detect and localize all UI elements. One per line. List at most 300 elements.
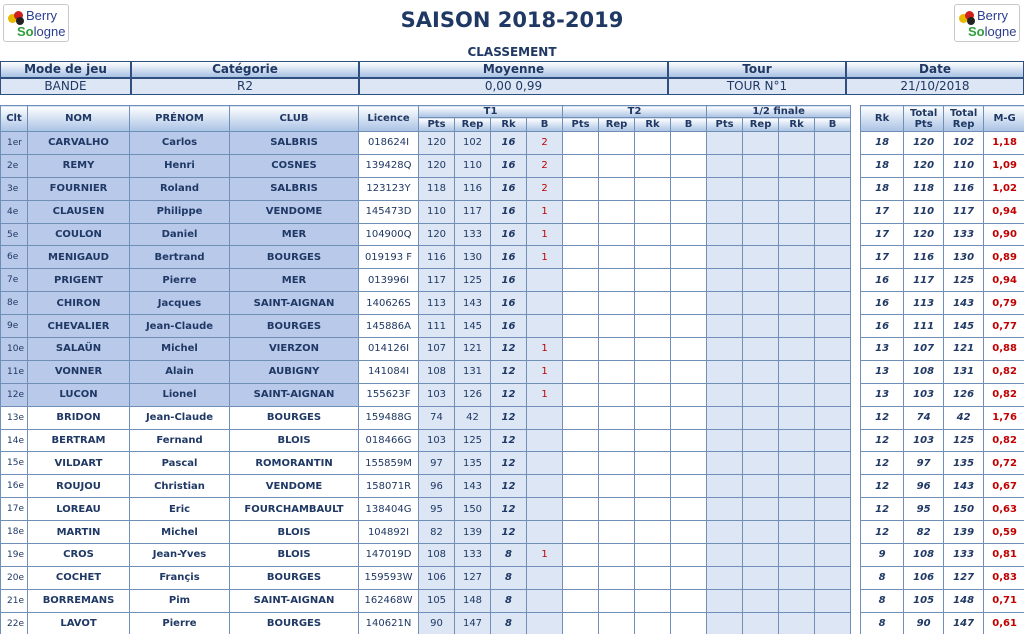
cell-t2-b [671, 292, 707, 315]
cell-t1-rep: 135 [455, 452, 491, 475]
cell-semi-rep [743, 589, 779, 612]
cell-club: BLOIS [230, 544, 359, 567]
cell-nom: FOURNIER [28, 177, 130, 200]
cell-nom: CROS [28, 544, 130, 567]
cell-licence: 138404G [359, 498, 419, 521]
cell-t2-rk [635, 338, 671, 361]
cell-club: SAINT-AIGNAN [230, 292, 359, 315]
cell-t1-rk: 8 [491, 566, 527, 589]
page-subtitle: CLASSEMENT [467, 45, 557, 59]
cell-semi-b [815, 406, 851, 429]
cell-rk: 16 [861, 269, 904, 292]
table-row [1, 429, 1024, 452]
cell-t2-pts [563, 521, 599, 544]
cell-t2-rk [635, 498, 671, 521]
info-value-date: 21/10/2018 [846, 78, 1024, 95]
cell-t1-pts: 74 [419, 406, 455, 429]
cell-semi-rk [779, 406, 815, 429]
table-row [1, 383, 1024, 406]
cell-nom: MARTIN [28, 521, 130, 544]
subheader-t2-rk: Rk [635, 118, 671, 132]
cell-semi-rk [779, 360, 815, 383]
cell-total-rep: 147 [944, 612, 984, 634]
header-licence: Licence [359, 106, 419, 132]
cell-total-pts: 110 [904, 200, 944, 223]
cell-t2-rep [599, 589, 635, 612]
cell-rk: 13 [861, 360, 904, 383]
cell-t2-b [671, 315, 707, 338]
cell-semi-rk [779, 292, 815, 315]
cell-t2-pts [563, 246, 599, 269]
cell-clt: 1er [1, 132, 28, 155]
cell-t1-b: 2 [527, 154, 563, 177]
logo-word-berry: Berry [26, 8, 58, 23]
cell-clt: 15e [1, 452, 28, 475]
cell-semi-pts [707, 383, 743, 406]
header-t1: T1 [419, 106, 563, 118]
cell-semi-pts [707, 475, 743, 498]
cell-mg: 1,76 [984, 406, 1024, 429]
cell-rk: 18 [861, 132, 904, 155]
cell-t1-rep: 125 [455, 269, 491, 292]
cell-total-rep: 102 [944, 132, 984, 155]
cell-club: SALBRIS [230, 132, 359, 155]
cell-t1-rep: 143 [455, 292, 491, 315]
cell-rk: 13 [861, 383, 904, 406]
cell-t1-b [527, 589, 563, 612]
info-value-mode: BANDE [0, 78, 131, 95]
cell-t1-rep: 133 [455, 223, 491, 246]
cell-semi-b [815, 452, 851, 475]
cell-semi-rep [743, 566, 779, 589]
subheader-t2-b: B [671, 118, 707, 132]
cell-total-rep: 131 [944, 360, 984, 383]
cell-semi-pts [707, 406, 743, 429]
cell-t1-pts: 106 [419, 566, 455, 589]
cell-semi-rk [779, 452, 815, 475]
cell-mg: 0,89 [984, 246, 1024, 269]
cell-total-rep: 125 [944, 269, 984, 292]
cell-t2-rep [599, 292, 635, 315]
cell-t2-rep [599, 338, 635, 361]
cell-t1-rep: 127 [455, 566, 491, 589]
cell-semi-b [815, 360, 851, 383]
cell-semi-pts [707, 589, 743, 612]
cell-semi-rk [779, 200, 815, 223]
cell-semi-rep [743, 246, 779, 269]
cell-t1-rep: 131 [455, 360, 491, 383]
cell-mg: 0,59 [984, 521, 1024, 544]
cell-t2-rk [635, 132, 671, 155]
cell-nom: LOREAU [28, 498, 130, 521]
cell-semi-rep [743, 338, 779, 361]
cell-t1-rep: 116 [455, 177, 491, 200]
cell-semi-rk [779, 223, 815, 246]
cell-semi-rk [779, 521, 815, 544]
cell-total-pts: 113 [904, 292, 944, 315]
cell-t2-rep [599, 200, 635, 223]
cell-rk: 9 [861, 544, 904, 567]
cell-t1-rep: 133 [455, 544, 491, 567]
cell-total-rep: 133 [944, 223, 984, 246]
cell-prenom: Jean-Claude [130, 406, 230, 429]
cell-semi-rep [743, 315, 779, 338]
info-header-average: Moyenne [359, 61, 668, 78]
cell-t1-b: 2 [527, 132, 563, 155]
cell-t2-pts [563, 292, 599, 315]
cell-total-rep: 135 [944, 452, 984, 475]
cell-t1-pts: 96 [419, 475, 455, 498]
cell-mg: 1,02 [984, 177, 1024, 200]
cell-t1-rep: 145 [455, 315, 491, 338]
cell-nom: CHIRON [28, 292, 130, 315]
cell-semi-rk [779, 338, 815, 361]
cell-t1-rk: 12 [491, 338, 527, 361]
cell-t2-rep [599, 360, 635, 383]
cell-t2-b [671, 200, 707, 223]
cell-mg: 0,81 [984, 544, 1024, 567]
cell-mg: 0,63 [984, 498, 1024, 521]
header-club: CLUB [230, 106, 359, 132]
cell-prenom: Alain [130, 360, 230, 383]
cell-rk: 16 [861, 315, 904, 338]
cell-t1-b [527, 498, 563, 521]
cell-prenom: Roland [130, 177, 230, 200]
cell-t1-pts: 116 [419, 246, 455, 269]
cell-semi-rep [743, 360, 779, 383]
cell-clt: 11e [1, 360, 28, 383]
cell-t2-rk [635, 200, 671, 223]
cell-t2-rk [635, 475, 671, 498]
cell-t2-rep [599, 269, 635, 292]
header-prenom: PRÉNOM [130, 106, 230, 132]
cell-total-rep: 130 [944, 246, 984, 269]
cell-t1-pts: 103 [419, 429, 455, 452]
cell-t2-rk [635, 360, 671, 383]
cell-t2-rep [599, 132, 635, 155]
cell-semi-rep [743, 292, 779, 315]
subheader-semi-pts: Pts [707, 118, 743, 132]
cell-licence: 145886A [359, 315, 419, 338]
table-row [1, 132, 1024, 155]
page-title: SAISON 2018-2019 [400, 8, 624, 32]
cell-licence: 140626S [359, 292, 419, 315]
cell-semi-rep [743, 544, 779, 567]
table-row [1, 544, 1024, 567]
cell-total-pts: 120 [904, 223, 944, 246]
cell-t1-b [527, 406, 563, 429]
cell-t2-rk [635, 154, 671, 177]
cell-total-rep: 127 [944, 566, 984, 589]
cell-t1-rk: 12 [491, 475, 527, 498]
cell-t2-pts [563, 566, 599, 589]
cell-rk: 12 [861, 452, 904, 475]
cell-rk: 12 [861, 429, 904, 452]
cell-t2-rep [599, 544, 635, 567]
cell-licence: 104892I [359, 521, 419, 544]
cell-t2-rep [599, 521, 635, 544]
subheader-semi-b: B [815, 118, 851, 132]
cell-total-pts: 111 [904, 315, 944, 338]
table-row [1, 521, 1024, 544]
cell-semi-b [815, 429, 851, 452]
cell-club: VENDOME [230, 475, 359, 498]
info-header-round: Tour [668, 61, 846, 78]
cell-club: COSNES [230, 154, 359, 177]
cell-t2-rk [635, 566, 671, 589]
cell-t2-pts [563, 315, 599, 338]
cell-semi-pts [707, 292, 743, 315]
cell-prenom: Françis [130, 566, 230, 589]
cell-semi-rk [779, 612, 815, 634]
cell-t2-pts [563, 429, 599, 452]
cell-t2-rk [635, 269, 671, 292]
cell-licence: 158071R [359, 475, 419, 498]
cell-prenom: Pascal [130, 452, 230, 475]
cell-t2-b [671, 383, 707, 406]
cell-total-rep: 133 [944, 544, 984, 567]
cell-t1-rk: 12 [491, 383, 527, 406]
cell-semi-rep [743, 429, 779, 452]
cell-licence: 013996I [359, 269, 419, 292]
cell-nom: SALAÜN [28, 338, 130, 361]
cell-t2-rk [635, 589, 671, 612]
header-semi-final: 1/2 finale [707, 106, 851, 118]
cell-rk: 12 [861, 521, 904, 544]
cell-t2-b [671, 429, 707, 452]
cell-t2-rep [599, 154, 635, 177]
cell-nom: PRIGENT [28, 269, 130, 292]
cell-t1-b [527, 269, 563, 292]
cell-semi-rk [779, 429, 815, 452]
cell-prenom: Pim [130, 589, 230, 612]
cell-t1-rep: 148 [455, 589, 491, 612]
cell-t2-rk [635, 223, 671, 246]
cell-rk: 18 [861, 177, 904, 200]
cell-clt: 20e [1, 566, 28, 589]
cell-t2-b [671, 338, 707, 361]
cell-club: BLOIS [230, 429, 359, 452]
cell-t1-rep: 139 [455, 521, 491, 544]
cell-total-pts: 103 [904, 383, 944, 406]
cell-semi-pts [707, 200, 743, 223]
cell-total-pts: 108 [904, 544, 944, 567]
cell-mg: 1,09 [984, 154, 1024, 177]
cell-t2-rep [599, 498, 635, 521]
cell-rk: 12 [861, 475, 904, 498]
cell-nom: CLAUSEN [28, 200, 130, 223]
cell-semi-rk [779, 177, 815, 200]
cell-t2-pts [563, 498, 599, 521]
cell-t2-b [671, 521, 707, 544]
cell-clt: 14e [1, 429, 28, 452]
cell-semi-b [815, 566, 851, 589]
header-total-pts: Total Pts [904, 106, 944, 132]
cell-t2-b [671, 223, 707, 246]
cell-semi-pts [707, 521, 743, 544]
cell-semi-pts [707, 429, 743, 452]
cell-semi-b [815, 383, 851, 406]
cell-t1-pts: 110 [419, 200, 455, 223]
cell-t1-b [527, 521, 563, 544]
cell-t1-rk: 12 [491, 452, 527, 475]
table-row [1, 406, 1024, 429]
subheader-t2-pts: Pts [563, 118, 599, 132]
cell-mg: 0,72 [984, 452, 1024, 475]
cell-clt: 18e [1, 521, 28, 544]
cell-t1-pts: 120 [419, 154, 455, 177]
cell-clt: 5e [1, 223, 28, 246]
cell-rk: 16 [861, 292, 904, 315]
cell-prenom: Pierre [130, 612, 230, 634]
cell-nom: CARVALHO [28, 132, 130, 155]
info-value-category: R2 [131, 78, 359, 95]
cell-semi-b [815, 154, 851, 177]
cell-t1-b: 2 [527, 177, 563, 200]
cell-t1-pts: 82 [419, 521, 455, 544]
cell-prenom: Henri [130, 154, 230, 177]
cell-t2-rep [599, 566, 635, 589]
cell-total-pts: 97 [904, 452, 944, 475]
cell-nom: ROUJOU [28, 475, 130, 498]
cell-t2-b [671, 589, 707, 612]
info-value-average: 0,00 0,99 [359, 78, 668, 95]
cell-t1-rep: 126 [455, 383, 491, 406]
cell-total-rep: 143 [944, 475, 984, 498]
cell-semi-rk [779, 566, 815, 589]
cell-t1-b [527, 566, 563, 589]
cell-t1-rk: 12 [491, 360, 527, 383]
cell-t2-pts [563, 360, 599, 383]
cell-t2-b [671, 269, 707, 292]
cell-t1-rep: 130 [455, 246, 491, 269]
cell-t2-rk [635, 315, 671, 338]
cell-t1-rep: 125 [455, 429, 491, 452]
cell-t2-b [671, 360, 707, 383]
cell-t2-pts [563, 406, 599, 429]
cell-clt: 13e [1, 406, 28, 429]
cell-total-pts: 90 [904, 612, 944, 634]
cell-prenom: Michel [130, 338, 230, 361]
cell-t1-rk: 16 [491, 177, 527, 200]
cell-prenom: Jean-Claude [130, 315, 230, 338]
cell-rk: 12 [861, 498, 904, 521]
cell-semi-pts [707, 338, 743, 361]
table-header-row [1, 106, 1024, 118]
cell-club: AUBIGNY [230, 360, 359, 383]
cell-t2-rk [635, 429, 671, 452]
cell-licence: 104900Q [359, 223, 419, 246]
cell-nom: VILDART [28, 452, 130, 475]
cell-semi-b [815, 315, 851, 338]
cell-clt: 21e [1, 589, 28, 612]
cell-total-rep: 145 [944, 315, 984, 338]
cell-mg: 0,77 [984, 315, 1024, 338]
ranking-table [0, 105, 1024, 634]
cell-semi-rep [743, 452, 779, 475]
cell-clt: 2e [1, 154, 28, 177]
cell-prenom: Eric [130, 498, 230, 521]
cell-semi-b [815, 177, 851, 200]
cell-nom: COULON [28, 223, 130, 246]
cell-t2-rep [599, 177, 635, 200]
cell-semi-pts [707, 360, 743, 383]
cell-semi-b [815, 612, 851, 634]
cell-t2-rk [635, 246, 671, 269]
cell-t2-rk [635, 521, 671, 544]
cell-clt: 12e [1, 383, 28, 406]
cell-total-rep: 139 [944, 521, 984, 544]
cell-mg: 0,90 [984, 223, 1024, 246]
cell-licence: 162468W [359, 589, 419, 612]
table-row [1, 154, 1024, 177]
cell-clt: 6e [1, 246, 28, 269]
header-nom: NOM [28, 106, 130, 132]
cell-t1-pts: 120 [419, 223, 455, 246]
cell-t2-b [671, 475, 707, 498]
cell-t1-pts: 113 [419, 292, 455, 315]
cell-semi-rep [743, 154, 779, 177]
cell-semi-pts [707, 132, 743, 155]
cell-mg: 0,79 [984, 292, 1024, 315]
cell-clt: 10e [1, 338, 28, 361]
cell-semi-pts [707, 452, 743, 475]
cell-clt: 16e [1, 475, 28, 498]
cell-t2-b [671, 452, 707, 475]
cell-total-rep: 148 [944, 589, 984, 612]
cell-semi-b [815, 521, 851, 544]
cell-mg: 0,67 [984, 475, 1024, 498]
cell-t1-pts: 105 [419, 589, 455, 612]
cell-t1-rep: 121 [455, 338, 491, 361]
cell-nom: MENIGAUD [28, 246, 130, 269]
cell-t2-b [671, 544, 707, 567]
cell-t2-pts [563, 544, 599, 567]
cell-t1-pts: 108 [419, 360, 455, 383]
cell-t2-rep [599, 223, 635, 246]
cell-licence: 155859M [359, 452, 419, 475]
cell-t2-pts [563, 200, 599, 223]
cell-rk: 8 [861, 589, 904, 612]
cell-total-pts: 105 [904, 589, 944, 612]
cell-club: BOURGES [230, 246, 359, 269]
cell-club: SAINT-AIGNAN [230, 383, 359, 406]
cell-mg: 0,61 [984, 612, 1024, 634]
cell-t2-b [671, 177, 707, 200]
cell-total-rep: 42 [944, 406, 984, 429]
cell-clt: 22e [1, 612, 28, 634]
cell-t1-pts: 90 [419, 612, 455, 634]
cell-t1-rk: 8 [491, 589, 527, 612]
cell-t2-pts [563, 338, 599, 361]
cell-semi-rk [779, 544, 815, 567]
cell-semi-rep [743, 521, 779, 544]
cell-total-pts: 95 [904, 498, 944, 521]
cell-total-rep: 150 [944, 498, 984, 521]
cell-t1-b: 1 [527, 246, 563, 269]
table-row [1, 475, 1024, 498]
table-row [1, 566, 1024, 589]
cell-nom: REMY [28, 154, 130, 177]
table-row [1, 177, 1024, 200]
cell-t1-pts: 117 [419, 269, 455, 292]
cell-semi-rep [743, 406, 779, 429]
cell-t1-rep: 42 [455, 406, 491, 429]
cell-t1-rep: 110 [455, 154, 491, 177]
cell-club: BOURGES [230, 406, 359, 429]
cell-licence: 018624I [359, 132, 419, 155]
cell-mg: 0,94 [984, 269, 1024, 292]
